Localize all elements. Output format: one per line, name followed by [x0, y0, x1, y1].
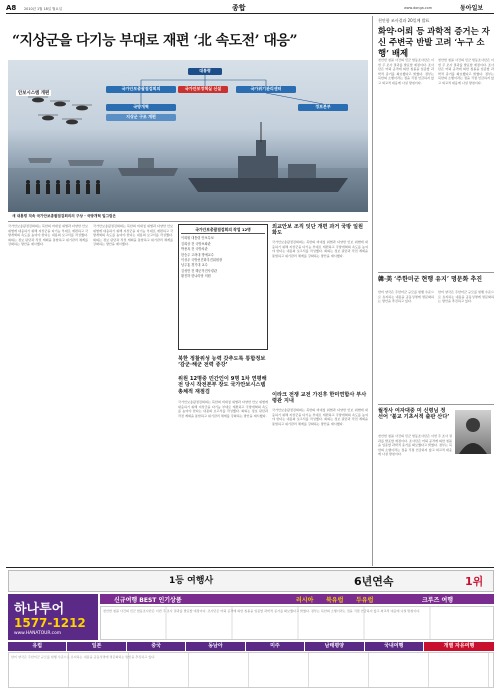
diagram-box-4: 지상군 구조 개편 [106, 114, 176, 121]
paper-name: 동아일보 [460, 5, 484, 12]
tab-japan[interactable]: 일본 [67, 642, 125, 651]
product-grid [100, 606, 494, 640]
diagram-center-box: 대통령 [188, 68, 222, 75]
tab-europe[interactable]: 유럽 [8, 642, 66, 651]
bottom-listing-text: 한미 양국은 주한미군 규모를 현행 수준으로 유지하는 내용을 공동성명에 명문화하는 방안을 추진하고 있다. [11, 655, 156, 659]
tab-southeast-asia[interactable]: 동남아 [186, 642, 244, 651]
box-item: 이상우 국방선진화추진위원장 [181, 258, 223, 263]
hanatour-phone: 1577-1212 [14, 616, 86, 630]
slogan-bar [100, 594, 494, 604]
center-body-2: 국가안보총괄점검회의는 북한의 비대칭 위협과 다양한 안보 위협에 대응하기 위해 지상군을 다기능 부대로 재편하고 국방개혁의 속도를 높여야 한다는 내용의 보고서를 작성했다. 회의는 정보 판단과 작전 계획을 통합하고 위기관리 체계를 강화하는 방안을 제시했다. [272, 408, 368, 426]
box-item: 남주홍 경기대 교수 [181, 263, 208, 268]
hanatour-logo: 하나투어 [14, 602, 65, 617]
right-rule-2 [378, 404, 494, 405]
product-list: 천안함 침몰 사건의 민군 합동조사단은 이번 주 조사 결과를 발표할 예정이다. 조사단은 어뢰 공격에 의한 침몰을 입증할 과학적 증거를 확보했다고 밝혔다. 정부는 북한의 소행이라는 점을 직접 언급하지 않고 외교적 대응에 나설 방침이다. [103, 609, 421, 613]
right-body-1: 천안함 침몰 사건의 민군 합동조사단은 이번 주 조사 결과를 발표할 예정이다. 조사단은 어뢰 공격에 의한 침몰을 입증할 과학적 증거를 확보했다고 밝혔다. 정부는 북한의 소행이라는 점을 직접 언급하지 않고 외교적 대응에 나설 방침이다. [378, 58, 434, 85]
center-subheadline: 이라크 전쟁 교전 가진후 한미연합사 부사령관 지내 [272, 392, 367, 405]
section-title: 종합 [232, 4, 246, 12]
mid-article-body: 국가안보총괄점검회의는 북한의 비대칭 위협과 다양한 안보 위협에 대응하기 위해 지상군을 다기능 부대로 재편하고 국방개혁의 속도를 높여야 한다는 내용의 보고서를 작성했다. 회의는 정보 판단과 작전 계획을 통합하고 위기관리 체계를 강화하는 방안을 제시했다. [178, 400, 268, 418]
center-headline: 외교안보 조직 잇단 개편 과거 국방 일원화도 [272, 224, 364, 237]
diagram-label: 안보시스템 개편 [18, 91, 50, 96]
tab-free-travel[interactable]: 개별 자유여행 [424, 642, 494, 651]
diagram-box-2: 국가안보정책실 신설 [178, 86, 228, 93]
ad-top-banner [8, 570, 494, 592]
diagram-box-6: 정보본부 [298, 104, 348, 111]
diagram-box-3: 국방개혁 [106, 104, 176, 111]
dest-3: 두유럽 [356, 597, 374, 604]
right-mid-body-2: 한미 양국은 주한미군 규모를 현행 수준으로 유지하는 내용을 공동성명에 명문화하는 방안을 추진하고 있다. [438, 290, 494, 304]
hanatour-logo-block [8, 594, 98, 640]
dest-1: 러시아 [296, 597, 314, 604]
header-rule [6, 13, 494, 14]
photo-caption: 새 대통령 직속 국가안보총괄점검회의의 구상 - 국방개혁 밑그림은 [12, 214, 116, 218]
region-tabs [8, 642, 494, 651]
main-headline: “지상군을 다기능 부대로 재편 ‘北 속도전’ 대응” [12, 33, 298, 49]
warship-photo [8, 60, 368, 212]
box-item: 이희원 대통령 안보특보 [181, 236, 214, 241]
page-number: A8 [6, 4, 17, 12]
caption-rule [8, 221, 368, 222]
page-date: 2010년 1월 18일 월요일 [24, 7, 62, 11]
box-item: 황진하 한나라당 의원 [181, 274, 211, 279]
diagram-connectors [8, 60, 368, 212]
main-article-body-2: 국가안보총괄점검회의는 북한의 비대칭 위협과 다양한 안보 위협에 대응하기 위해 지상군을 다기능 부대로 재편하고 국방개혁의 속도를 높여야 한다는 내용의 보고서를 작성했다. 회의는 정보 판단과 작전 계획을 통합하고 위기관리 체계를 강화하는 방안을 제시했다. [93, 224, 173, 247]
box-item: 김성만 전 해군작전사령관 [181, 268, 217, 273]
interview-body: 천안함 침몰 사건의 민군 합동조사단은 이번 주 조사 결과를 발표할 예정이다. 조사단은 어뢰 공격에 의한 침몰을 입증할 과학적 증거를 확보했다고 밝혔다. 정부는 북한의 소행이라는 점을 직접 언급하지 않고 외교적 대응에 나설 방침이다. [378, 434, 452, 457]
bottom-listings [8, 652, 494, 688]
box-article [178, 224, 268, 350]
tab-domestic[interactable]: 국내여행 [365, 642, 423, 651]
right-mid-body-1: 한미 양국은 주한미군 규모를 현행 수준으로 유지하는 내용을 공동성명에 명문화하는 방안을 추진하고 있다. [378, 290, 434, 304]
ad-rule [6, 567, 494, 568]
box-item: 박용옥 전 국방차관 [181, 247, 208, 252]
box-item: 김희상 전 국방보좌관 [181, 241, 211, 246]
box-item: 한승주 고려대 명예교수 [181, 252, 214, 257]
box-article-title: 국가안보총괄점검회의 작업 12명 [181, 227, 265, 234]
rank-1: 1위 [465, 575, 484, 588]
hanatour-web: www.HANATOUR.com [14, 631, 62, 636]
tab-china[interactable]: 중국 [127, 642, 185, 651]
main-article-body-1: 국가안보총괄점검회의는 북한의 비대칭 위협과 다양한 안보 위협에 대응하기 위해 지상군을 다기능 부대로 재편하고 국방개혁의 속도를 높여야 한다는 내용의 보고서를 작성했다. 회의는 정보 판단과 작전 계획을 통합하고 위기관리 체계를 강화하는 방안을 제시했다. [8, 224, 88, 247]
slogan: 신규여행 BEST 인기상품 [114, 597, 182, 604]
dest-4: 크루즈 여행 [422, 597, 454, 604]
right-kicker: 천안함 조사결과 20일께 발표 [378, 18, 430, 23]
interview-title: 월정사 여자대중 미 신령님 정선어 ‘불교 기초서적 출판 산다’ [378, 408, 450, 421]
col-divider [372, 16, 373, 566]
badge-1st: 1등 여행사 [169, 576, 214, 586]
diagram-box-5: 국가위기관리센터 [236, 86, 296, 93]
right-body-2: 천안함 침몰 사건의 민군 합동조사단은 이번 주 조사 결과를 발표할 예정이다. 조사단은 어뢰 공격에 의한 침몰을 입증할 과학적 증거를 확보했다고 밝혔다. 정부는 북한의 소행이라는 점을 직접 언급하지 않고 외교적 대응에 나설 방침이다. [438, 58, 494, 85]
center-body: 국가안보총괄점검회의는 북한의 비대칭 위협과 다양한 안보 위협에 대응하기 위해 지상군을 다기능 부대로 재편하고 국방개혁의 속도를 높여야 한다는 내용의 보고서를 작성했다. 회의는 정보 판단과 작전 계획을 통합하고 위기관리 체계를 강화하는 방안을 제시했다. [272, 240, 368, 258]
right-rule [378, 272, 494, 273]
person-icon [455, 410, 491, 454]
diagram-box-1: 국가안보총괄점검회의 [106, 86, 176, 93]
interview-photo [455, 410, 491, 454]
right-mid-headline: 韓·美 ‘주한미군 현행 유지’ 명문화 추진 [378, 276, 483, 283]
six-years: 6년연속 [354, 575, 394, 588]
mid-headline-1: 북한 정찰위성 능력 갖추도록 통합정보 ‘감군·해군 전력 증강’ [178, 356, 266, 369]
tab-americas[interactable]: 미주 [246, 642, 304, 651]
right-headline: 화약·어뢰 등 과학적 증거는 자신 주변국 반발 고려 ‘누구 소행’ 배제 [378, 26, 490, 58]
mid-headline-2: 위원 12명중 민간인이 9명 1차 연평해전 당시 작전본부 장도 국가안보시스템 총체적 재점검 [178, 376, 267, 395]
dest-2: 북유럽 [326, 597, 344, 604]
tab-south-pacific[interactable]: 남태평양 [305, 642, 363, 651]
website: www.donga.com [404, 6, 433, 10]
